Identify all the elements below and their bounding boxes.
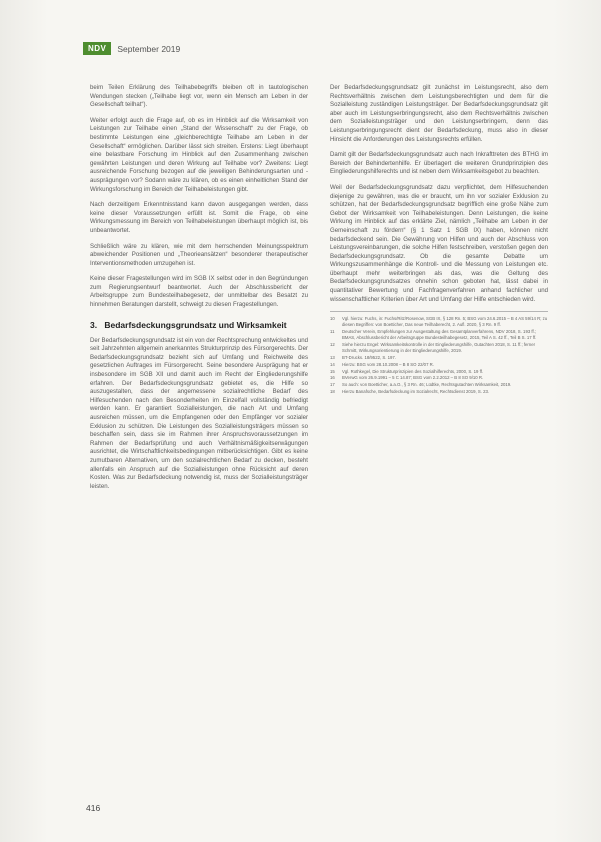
section-heading [90,320,308,330]
footnote-text: Deutscher Verein, Empfehlungen zur Ausgestaltung des Gesamtplanverfahrens, NDV 2018, S. 193 ff.; BMAS, Abschlussbericht der Arbeitsgruppe Bundesteilhabegesetz, 2015, Teil A S. 42 ff., Teil B S. 17 ff. [342,329,537,340]
footnote-text: BVerwG vom 26.9.1991 – 5 C 14.87; BSG vom 2.2.2012 – B 8 SO 9/10 R. [342,375,484,381]
page-number: 416 [86,803,101,813]
footnote-number: 10 [330,316,335,322]
footnote-text: Hierzu: BSG vom 28.10.2008 – B 8 SO 22/07 R. [342,361,434,367]
footnote [330,342,548,354]
footnote-number: 15 [330,368,335,374]
paragraph: Weiter erfolgt auch die Frage auf, ob es im Hinblick auf die Wirksamkeit von Leistungen zur Teilhabe einen „Stand der Wissenschaft“ zu der Frage, ob bestimmte Leistungen eine „gleichberechtigte Teilhabe am Leben in der Gesellschaft“ ermöglichen. Darüber lässt sich streiten. Erstens: Liegt überhaupt eine belastbare Forschung im Hinblick auf den Zusammenhang zwischen gewährten Leistungen und deren Wirkung auf Teilhabe vor? Zweitens: Liegt ausreichende Forschung bezogen auf die jeweiligen Behinderungsarten und -ausprägungen vor? Sodann wäre zu klären, ob es einen einheitlichen Stand der Wirkungsforschung im Bereich der Teilhabeleistungen gibt. [90,116,308,193]
footnote-number: 18 [330,389,335,395]
footnote [330,375,548,381]
footnote-number: 11 [330,329,335,335]
paragraph: Schließlich wäre zu klären, wie mit dem herrschenden Meinungsspektrum abweichender Positionen und „Theorieansätzen“ besonderer therapeutischer Interventionsmethoden umzugehen ist. [90,242,308,267]
footnote [330,382,548,388]
footnote-number: 13 [330,354,335,360]
footnote-text: Hierzu Banafsche, Bedarfsdeckung im Sozialrecht, Rechtsdienst 2019, S. 23. [342,389,490,395]
section-number: 3. [90,319,98,330]
issue-label: September 2019 [117,43,181,54]
section-title: Bedarfsdeckungsgrundsatz und Wirksamkeit [104,319,287,330]
paragraph: beim Teilen Erklärung des Teilhabebegriffs bleiben oft in tautologischen Wendungen stecken („Teilhabe liegt vor, wenn ein Mensch am Leben in der Gesellschaft teilhat“). [90,84,308,109]
footnote-number: 12 [330,341,335,347]
page-header [83,42,180,55]
footnotes [330,311,548,395]
footnote-text: Vgl. Rothkegel, Die Strukturprinzipien des Sozialhilferechts, 2000, S. 19 ff. [342,368,484,374]
paragraph: Keine dieser Fragestellungen wird im SGB IX selbst oder in den Begründungen zum Regierungsentwurf beantwortet. Auch der Abschlussbericht der Arbeitsgruppe zum Bundesteilhabegesetz, der unmittelbar des Besatzt zu hinnehmen Beratungen darstellt, schweigt zu diesen Fragestellungen. [90,275,308,309]
footnote-text: BT-Drucks. 18/9522, S. 197. [342,354,396,360]
paragraph: Nach derzeitigem Erkenntnisstand kann davon ausgegangen werden, dass keine dieser Voraussetzungen erfüllt ist. Somit die Frage, ob eine Wirkungsmessung im Bereich von Teilhabeleistungen überhaupt möglich ist, bis unbeantwortet. [90,201,308,234]
left-column [90,84,308,498]
footnote-text: Vgl. hierzu: Fuchs, in: Fuchs/Ritz/Rosenow, SGB IX, § 128 Rn. 5; BSG vom 24.6.2015 – B 4 AS 59/14 R; zu diesen Begriffen: von Boetticher, Das neue Teilhaberecht, 2. Aufl. 2020, § 3 Rn. 9 ff. [342,316,548,328]
right-column [330,84,548,396]
footnote-number: 16 [330,375,335,381]
paragraph: Der Bedarfsdeckungsgrundsatz ist ein von der Rechtsprechung entwickeltes und seit Jahrzehnten allgemein anerkanntes Strukturprinzip des Fürsorgerechts. Der Bedarfsdeckungsgrundsatz bezieht sich auf Umfang und Reichweite des gesetzlichen Auftrages im Fürsorgerecht. Seine besondere Ausprägung hat er insbesondere im SGB XII und damit auch im Recht der Eingliederungshilfe erfahren. Der Bedarfsdeckungsgrundsatz gebietet es, die Hilfe so auszugestalten, dass der angemessene sozialrechtliche Bedarf des Hilfesuchenden nach den Besonderheiten im Einzelfall vollständig befriedigt werden kann. Er garantiert Sozialleistungen, die nach Art und Umfang ausreichen müssen, um die Empfangenen oder den Empfänger vor sozialer Exklusion zu schützen. Die Leistungen des Sozialleistungsträgers müssen so beschaffen sein, dass sie im Rahmen ihrer Anspruchsvoraussetzungen im Rahmen der Bedarfsprüfung und auch Verhältnismäßigkeitserwägungen ausrichtet, die Wirtschaftlichkeitsbedingungen mitberücksichtigen. Gibt es keine zumutbaren Alternativen, um den sozialrechtlichen Bedarf zu decken, besteht allenfalls ein Anspruch auf die Sozialleistungen ohne Rücksicht auf deren Kosten. Was zur Bedarfsdeckung notwendig ist, muss der Sozialleistungsträger leisten. [90,336,308,490]
footnote [330,355,548,361]
footnote-text: So auch: von Boetticher, a.a.O., § 3 Rn. 46; Lüdtke, Rechtsgutachten Wirksamkeit, 2019. [342,382,512,388]
footnote-number: 17 [330,382,335,388]
footnote [330,362,548,368]
footnote [330,316,548,328]
journal-badge: NDV [83,42,111,55]
footnote [330,389,548,395]
footnote [330,369,548,375]
footnote-number: 14 [330,361,335,367]
paragraph: Der Bedarfsdeckungsgrundsatz gilt zunächst im Leistungsrecht, also dem Rechtsverhältnis zwischen dem Leistungsberechtigten und dem für die Sozialleistung zuständigen Leistungsträger. Der Bedarfsdeckungsgrundsatz gilt aber auch im Leistungserbringungsrecht, also dem Rechtsverhältnis zwischen dem Sozialleistungsträger und den Leistungserbringern, denn das Leistungserbringungsrecht dient der Bedarfsdeckung, muss also in dieser Hinsicht die Anforderungen des Leistungsrechts erfüllen. [330,84,548,143]
footnote [330,329,548,341]
paragraph: Damit gilt der Bedarfsdeckungsgrundsatz auch nach Inkrafttreten des BTHG im Bereich der Behindertenhilfe. Er überlagert die weiteren Grundprinzipien des Eingliederungshilferechts und ist neben dem Wirksamkeitsgebot zu beachten. [330,151,548,176]
paragraph: Weil der Bedarfsdeckungsgrundsatz dazu verpflichtet, dem Hilfesuchenden diejenige zu gewähren, was die er braucht, um ihn vor sozialer Exklusion zu schützen, hat der Bedarfsdeckungsgrundsatz begrifflich eine große Nähe zum Gebot der Wirksamkeit von Teilhabeleistungen. Denn Leistungen, die keine Wirkung im Hinblick auf das erklärte Ziel, nämlich „Teilhabe am Leben in der Gemeinschaft zu fördern“ (§ 1 Satz 1 SGB IX) haben, können nicht bedarfsdeckend sein. Die Gewährung von Hilfen und auch der Abschluss von Leistungsvereinbarungen, die solche Hilfen festschreiben, verstoßen gegen den Bedarfsdeckungsgrundsatz. Ob die gesamte Debatte um Wirkungszusammenhänge die Kontroll- und die Messung von Leistungen etc. überhaupt mehr weiterbringen als das, was die Geltung des Bedarfsdeckungsgrundsatzes ohnehin schon geboten hat, lässt dabei in quantitativer Bewertung und Fachfragenverfahren anhand fachlicher und wissenschaftlicher Kriterien über Art und Umfang der Hilfe entschieden wird. [330,183,548,303]
footnote-text: Siehe hierzu Engel: Wirksamkeitskontrolle in der Eingliederungshilfe, Gutachten 2018, S. 11 ff.; ferner Schmitt, Wirkungsorientierung in der Eingliederungshilfe, 2019. [342,341,536,353]
